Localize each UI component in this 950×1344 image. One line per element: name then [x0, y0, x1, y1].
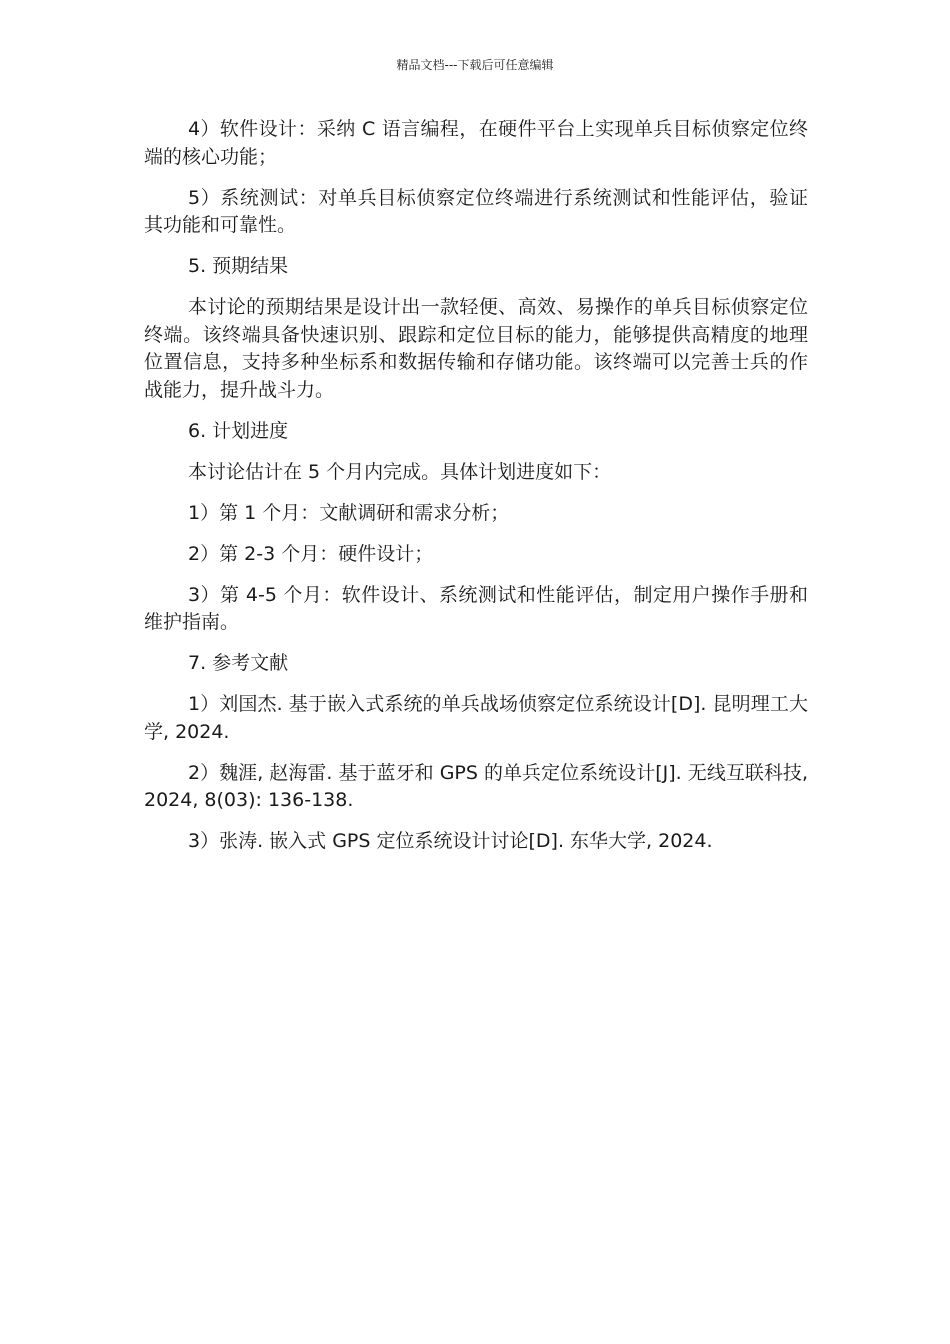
reference-item-3: 3）张涛. 嵌入式 GPS 定位系统设计讨论[D]. 东华大学, 2024.	[188, 830, 713, 852]
section-heading-schedule: 6. 计划进度	[188, 419, 289, 442]
paragraph-expected-results: 本讨论的预期结果是设计出一款轻便、高效、易操作的单兵目标侦察定位终端。该终端具备快速识别、跟踪和定位目标的能力，能够提供高精度的地理位置信息，支持多种坐标系和数据传输和存储功能。该终端可以完善士兵的作战能力，提升战斗力。	[144, 296, 808, 401]
reference-item-2: 2）魏涯, 赵海雷. 基于蓝牙和 GPS 的单兵定位系统设计[J]. 无线互联科技, 2024, 8(03): 136-138.	[144, 761, 808, 811]
schedule-item-month-2-3: 2）第 2-3 个月：硬件设计；	[188, 542, 434, 565]
schedule-item-month-1: 1）第 1 个月：文献调研和需求分析；	[188, 501, 510, 524]
paragraph-schedule-intro: 本讨论估计在 5 个月内完成。具体计划进度如下：	[188, 460, 612, 483]
page-header: 精品文档---下载后可任意编辑	[396, 58, 554, 72]
schedule-item-month-4-5: 3）第 4-5 个月：软件设计、系统测试和性能评估，制定用户操作手册和维护指南。	[144, 583, 808, 633]
reference-item-1: 1）刘国杰. 基于嵌入式系统的单兵战场侦察定位系统设计[D]. 昆明理工大学, 2024.	[144, 693, 808, 743]
paragraph-system-testing: 5）系统测试：对单兵目标侦察定位终端进行系统测试和性能评估，验证其功能和可靠性。	[144, 186, 808, 236]
section-heading-references: 7. 参考文献	[188, 652, 289, 674]
section-heading-expected-results: 5. 预期结果	[188, 255, 289, 277]
paragraph-software-design: 4）软件设计：采纳 C 语言编程，在硬件平台上实现单兵目标侦察定位终端的核心功能；	[144, 118, 808, 168]
document-body	[144, 116, 808, 869]
